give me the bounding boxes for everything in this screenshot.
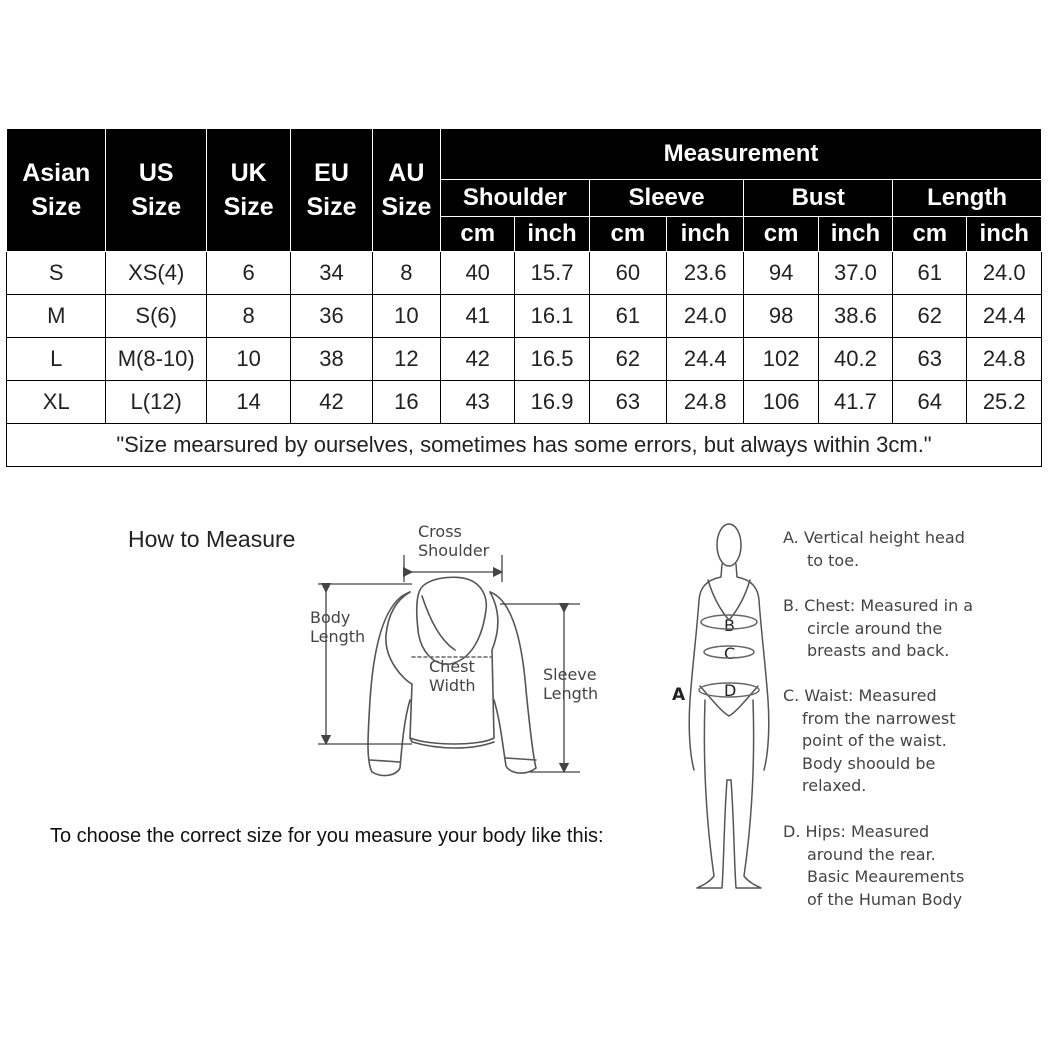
- sweater-illustration: [368, 577, 536, 775]
- header-length: Length: [893, 180, 1042, 217]
- sleeve-length-label: Sleeve Length: [543, 665, 599, 703]
- table-cell: 62: [893, 295, 967, 338]
- table-cell: XS(4): [106, 252, 206, 295]
- table-cell: 24.4: [967, 295, 1042, 338]
- cross-shoulder-label: Cross Shoulder: [418, 522, 490, 560]
- table-cell: S(6): [106, 295, 206, 338]
- table-cell: 16.9: [515, 381, 589, 424]
- body-letter-c: C: [724, 644, 736, 663]
- table-cell: 24.0: [667, 295, 744, 338]
- table-cell: 36: [291, 295, 372, 338]
- table-cell: 25.2: [967, 381, 1042, 424]
- header-asian-size: Asian Size: [7, 129, 106, 252]
- table-cell: 24.8: [967, 338, 1042, 381]
- table-cell: 24.0: [967, 252, 1042, 295]
- description-a: A. Vertical height head to toe.: [783, 528, 965, 570]
- table-cell: 10: [372, 295, 440, 338]
- table-cell: 43: [441, 381, 515, 424]
- table-cell: 15.7: [515, 252, 589, 295]
- table-cell: 8: [372, 252, 440, 295]
- table-cell: 62: [589, 338, 666, 381]
- table-cell: 40.2: [818, 338, 892, 381]
- table-cell: 10: [206, 338, 290, 381]
- table-cell: 40: [441, 252, 515, 295]
- unit-header: inch: [667, 217, 744, 252]
- body-letter-a: A: [672, 685, 686, 705]
- table-cell: 16: [372, 381, 440, 424]
- table-cell: 41: [441, 295, 515, 338]
- unit-header: cm: [441, 217, 515, 252]
- table-cell: M: [7, 295, 106, 338]
- human-figure-illustration: [689, 524, 769, 888]
- description-d: D. Hips: Measured around the rear. Basic Meaurements of the Human Body: [783, 822, 965, 909]
- table-cell: 38.6: [818, 295, 892, 338]
- header-measurement: Measurement: [441, 129, 1042, 180]
- table-cell: 63: [893, 338, 967, 381]
- table-cell: 38: [291, 338, 372, 381]
- table-cell: 41.7: [818, 381, 892, 424]
- unit-header: inch: [818, 217, 892, 252]
- unit-header: cm: [893, 217, 967, 252]
- header-au-size: AU Size: [372, 129, 440, 252]
- table-cell: 23.6: [667, 252, 744, 295]
- table-cell: 106: [744, 381, 818, 424]
- table-cell: 24.8: [667, 381, 744, 424]
- unit-header: inch: [515, 217, 589, 252]
- table-cell: 63: [589, 381, 666, 424]
- body-letter-d: D: [724, 681, 737, 700]
- table-cell: 16.5: [515, 338, 589, 381]
- table-cell: 61: [893, 252, 967, 295]
- description-c: C. Waist: Measured from the narrowest point of the waist. Body shoould be relaxed.: [783, 686, 956, 795]
- table-cell: 6: [206, 252, 290, 295]
- table-cell: M(8-10): [106, 338, 206, 381]
- table-cell: 37.0: [818, 252, 892, 295]
- how-to-measure-title: How to Measure: [128, 526, 296, 552]
- table-cell: 42: [441, 338, 515, 381]
- size-note: "Size mearsured by ourselves, sometimes has some errors, but always within 3cm.": [7, 424, 1042, 467]
- table-cell: 61: [589, 295, 666, 338]
- table-cell: 16.1: [515, 295, 589, 338]
- body-letter-b: B: [724, 616, 735, 635]
- header-sleeve: Sleeve: [589, 180, 744, 217]
- choose-size-instruction: To choose the correct size for you measure your body like this:: [50, 825, 604, 847]
- table-cell: 24.4: [667, 338, 744, 381]
- table-cell: 98: [744, 295, 818, 338]
- unit-header: cm: [589, 217, 666, 252]
- table-cell: 34: [291, 252, 372, 295]
- description-b: B. Chest: Measured in a circle around the breasts and back.: [783, 596, 974, 660]
- header-eu-size: EU Size: [291, 129, 372, 252]
- header-uk-size: UK Size: [206, 129, 290, 252]
- table-cell: L: [7, 338, 106, 381]
- table-cell: 8: [206, 295, 290, 338]
- table-cell: 64: [893, 381, 967, 424]
- header-us-size: US Size: [106, 129, 206, 252]
- table-cell: 42: [291, 381, 372, 424]
- unit-header: cm: [744, 217, 818, 252]
- table-cell: XL: [7, 381, 106, 424]
- table-cell: S: [7, 252, 106, 295]
- header-bust: Bust: [744, 180, 893, 217]
- unit-header: inch: [967, 217, 1042, 252]
- table-cell: 94: [744, 252, 818, 295]
- table-cell: L(12): [106, 381, 206, 424]
- header-shoulder: Shoulder: [441, 180, 590, 217]
- table-cell: 12: [372, 338, 440, 381]
- body-length-label: Body Length: [310, 608, 366, 646]
- table-cell: 14: [206, 381, 290, 424]
- table-cell: 60: [589, 252, 666, 295]
- table-cell: 102: [744, 338, 818, 381]
- chest-width-label: Chest Width: [429, 657, 476, 695]
